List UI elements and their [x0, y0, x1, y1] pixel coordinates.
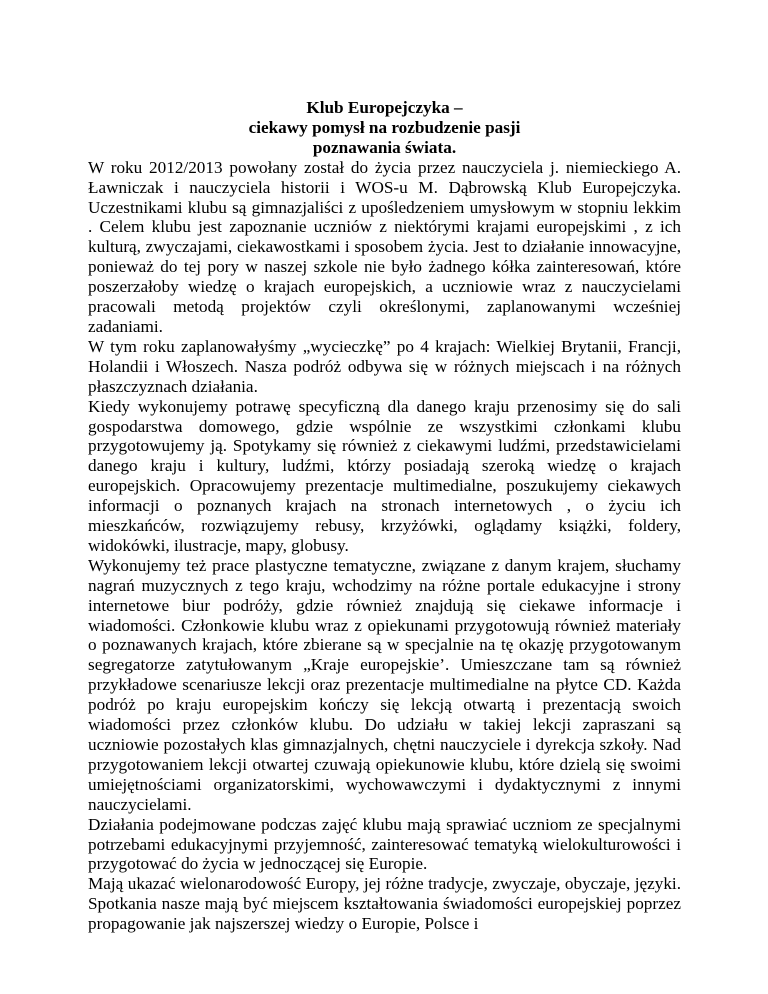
paragraph-club-founding: W roku 2012/2013 powołany został do życia przez nauczyciela j. niemieckiego A. Ławniczak i nauczyciela historii i WOS-u M. Dąbrowską Klub Europejczyka. Uczestnikami klubu są gimnazjaliści z upośledzeniem umysłowym w stopniu lekkim . Celem klubu jest zapoznanie uczniów z niektórymi krajami europejskimi , z ich kulturą, zwyczajami, ciekawostkami i sposobem życia. Jest to działanie innowacyjne, ponieważ do tej pory w naszej szkole nie było żadnego kółka zainteresowań, które poszerzałoby wiedzę o krajach europejskich, a uczniowie wraz z nauczycielami pracowali metodą projektów czyli określonymi, zaplanowanymi wcześniej zadaniami.	[88, 157, 681, 336]
document-body	[88, 98, 681, 934]
paragraph-goals: Działania podejmowane podczas zajęć klubu mają sprawiać uczniom ze specjalnymi potrzebami edukacyjnymi przyjemność, zainteresować tematyką wielokulturowości i przygotować do życia w jednoczącej się Europie.	[88, 814, 681, 874]
title-line-3: poznawania świata.	[312, 137, 457, 157]
paragraph-projects: Wykonujemy też prace plastyczne tematyczne, związane z danym krajem, słuchamy nagrań muzycznych z tego kraju, wchodzimy na różne portale edukacyjne i strony internetowe biur podróży, gdzie również znajdują się ciekawe informacje i wiadomości. Członkowie klubu wraz z opiekunami przygotowują również materiały o poznawanych krajach, które zbierane są w specjalnie na tę okazję przygotowanym segregatorze zatytułowanym „Kraje europejskie’. Umieszczane tam są również przykładowe scenariusze lekcji oraz prezentacje multimedialne na płytce CD. Każda podróż po kraju europejskim kończy się lekcją otwartą i prezentacją swoich wiadomości przez członków klubu. Do udziału w takiej lekcji zapraszani są uczniowie pozostałych klas gimnazjalnych, chętni nauczyciele i dyrekcja szkoły. Nad przygotowaniem lekcji otwartej czuwają opiekunowie klubu, które dzielą się swoimi umiejętnościami organizatorskimi, wychowawczymi i dydaktycznymi z innymi nauczycielami.	[88, 555, 681, 814]
paragraph-trip-countries: W tym roku zaplanowałyśmy „wycieczkę” po 4 krajach: Wielkiej Brytanii, Francji, Holandii i Włoszech. Nasza podróż odbywa się w różnych miejscach i na różnych płaszczyznach działania.	[88, 336, 681, 396]
document-title	[88, 98, 681, 158]
title-line-2: ciekawy pomysł na rozbudzenie pasji	[248, 117, 521, 137]
paragraph-activities: Kiedy wykonujemy potrawę specyficzną dla danego kraju przenosimy się do sali gospodarstwa domowego, gdzie wspólnie ze wszystkimi członkami klubu przygotowujemy ją. Spotykamy się również z ciekawymi ludźmi, przedstawicielami danego kraju i kultury, ludźmi, którzy posiadają szeroką wiedzę o krajach europejskich. Opracowujemy prezentacje multimedialne, poszukujemy ciekawych informacji o poznanych krajach na stronach internetowych , o życiu ich mieszkańców, rozwiązujemy rebusy, krzyżówki, oglądamy książki, foldery, widokówki, ilustracje, mapy, globusy.	[88, 396, 681, 555]
title-line-1: Klub Europejczyka –	[306, 98, 463, 117]
paragraph-europe: Mają ukazać wielonarodowość Europy, jej różne tradycje, zwyczaje, obyczaje, języki. Spotkania nasze mają być miejscem kształtowania świadomości europejskiej poprzez propagowanie jak najszerszej wiedzy o Europie, Polsce i	[88, 874, 681, 934]
